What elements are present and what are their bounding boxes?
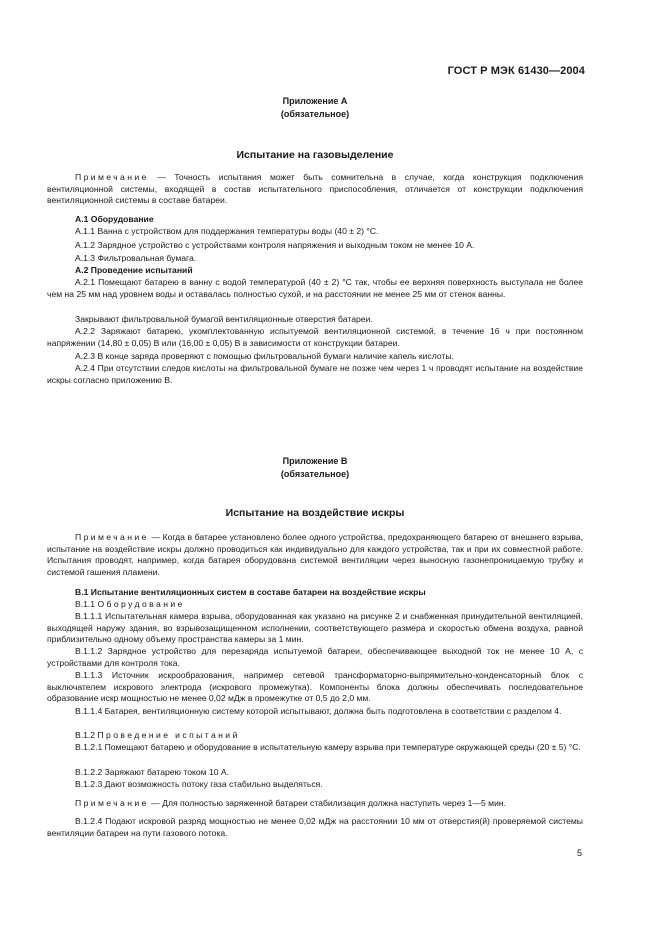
clause-b1-1-4: В.1.1.4 Батарея, вентиляционную систему которой испытывают, должна быть подготовлена в соответствии с разделом 4. [75,706,562,716]
subsection-title: Проведение испытаний [97,730,240,740]
annex-a-status: (обязательное) [280,109,350,119]
clause-a2-1b: Закрывают фильтровальной бумагой вентиляционные отверстия батареи. [75,314,373,324]
annex-b-note [47,532,583,578]
clause-a1-2: А.1.2 Зарядное устройство с устройствами контроля напряжения и выходным током не менее 10 А. [75,240,475,250]
subsection-b1-1 [47,599,583,611]
note-label: Примечание [75,532,149,542]
clause-a1-3: А.1.3 Фильтровальная бумага. [75,253,197,263]
annex-b-status: (обязательное) [280,469,350,479]
annex-a-note [47,172,583,207]
annex-a-title-block [47,95,583,121]
note-label: Примечание [75,172,149,182]
clause-b1-2-4: В.1.2.4 Подают искровой разряд мощностью не менее 0,02 мДж на расстоянии 10 мм от отверстия(й) проверяемой системы вентиляции батареи на пути газового потока. [47,816,583,838]
annex-b-title-block [47,455,583,481]
clause-b1-2-2: В.1.2.2 Заряжают батарею током 10 А. [75,767,229,777]
annex-b-title: Приложение В [282,456,348,466]
note-text: — Точность испытания может быть сомнительна в случае, когда конструкция подключения вентиляционной системы, входящей в состав испытательного приспособления, отличается от конструкции подключения вентиляционной системы в составе батареи. [47,172,583,205]
annex-a-title: Приложение А [282,96,348,106]
note-text: — Когда в батарее установлено более одного устройства, предохраняющего батарею от внешнего взрыва, испытание на воздействие искры должно проводиться как индивидуально для каждого устройства, так и при их совместной работе. Испытания проводят, например, когда батарея оборудована системой вентиляции через выносную газонепроницаемую трубку и системой гашения пламени. [47,532,583,577]
subsection-number: В.1.2 [75,730,96,740]
annex-b-note-2 [47,798,583,810]
section-a1-heading: А.1 Оборудование [75,214,154,224]
clause-a2-3: А.2.3 В конце заряда проверяют с помощью фильтровальной бумаги наличие капель кислоты. [75,351,454,361]
clause-a2-1: А.2.1 Помещают батарею в ванну с водой температурой (40 ± 2) °С так, чтобы ее верхняя поверхность выступала не более чем на 25 мм над уровнем воды и оставалась полностью сухой, и на расстоянии не менее 25 мм от стенок ванны. [47,277,583,299]
clause-b1-1-3: В.1.1.3 Источник искрообразования, например сетевой трансформаторно-выпрямительно-конденсаторный блок с выключателем искрового электрода (искрового промежутка). Компоненты блока должны обеспечивать последовательное образование искр мощностью не менее 0,02 мДж в промежутке от 0,5 до 2,0 мм. [47,670,583,703]
section-a2-heading: А.2 Проведение испытаний [75,265,193,275]
note-text: — Для полностью заряженной батареи стабилизация должна наступить через 1—5 мин. [148,798,507,808]
clause-a2-4: А.2.4 При отсутствии следов кислоты на фильтровальной бумаге не позже чем через 1 ч проводят испытание на воздействие искры согласно приложению В. [47,363,583,385]
subsection-title: Оборудование [97,599,185,609]
annex-b-heading: Испытание на воздействие искры [225,507,405,519]
annex-a-heading: Испытание на газовыделение [236,149,394,161]
note-label: Примечание [75,798,149,808]
clause-b1-1-1: В.1.1.1 Испытательная камера взрыва, оборудованная как указано на рисунке 2 и снабженная принудительной вентиляцией, выходящей наружу здания, во взрывозащищенном исполнении, соответствующего размера и скоростью обмена воздуха, равной приблизительно одному объему пространства камеры за 1 мин. [47,611,583,644]
document-standard-code: ГОСТ Р МЭК 61430—2004 [447,65,585,77]
section-b1-heading: В.1 Испытание вентиляционных систем в составе батареи на воздействие искры [75,587,426,597]
clause-b1-2-1: В.1.2.1 Помещают батарею и оборудование в испытательную камеру взрыва при температуре окружающей среды (20 ± 5) °С. [75,742,581,752]
subsection-b1-2 [47,730,583,742]
clause-b1-2-3: В.1.2.3 Дают возможность потоку газа стабильно выделяться. [75,779,323,789]
clause-b1-1-2: В.1.1.2 Зарядное устройство для перезаряда испытуемой батареи, обеспечивающее выходной ток не менее 10 А, с устройствами для контроля тока. [47,646,583,668]
clause-a2-2: А.2.2 Заряжают батарею, укомплектованную испытуемой вентиляционной системой, в течение 16 ч при постоянном напряжении (14,80 ± 0,05) В или (16,00 ± 0,05) В в зависимости от конструкции батареи. [47,326,583,348]
page-number: 5 [576,848,582,858]
clause-a1-1: А.1.1 Ванна с устройством для поддержания температуры воды (40 ± 2) °С. [75,226,379,236]
subsection-number: В.1.1 [75,599,96,609]
